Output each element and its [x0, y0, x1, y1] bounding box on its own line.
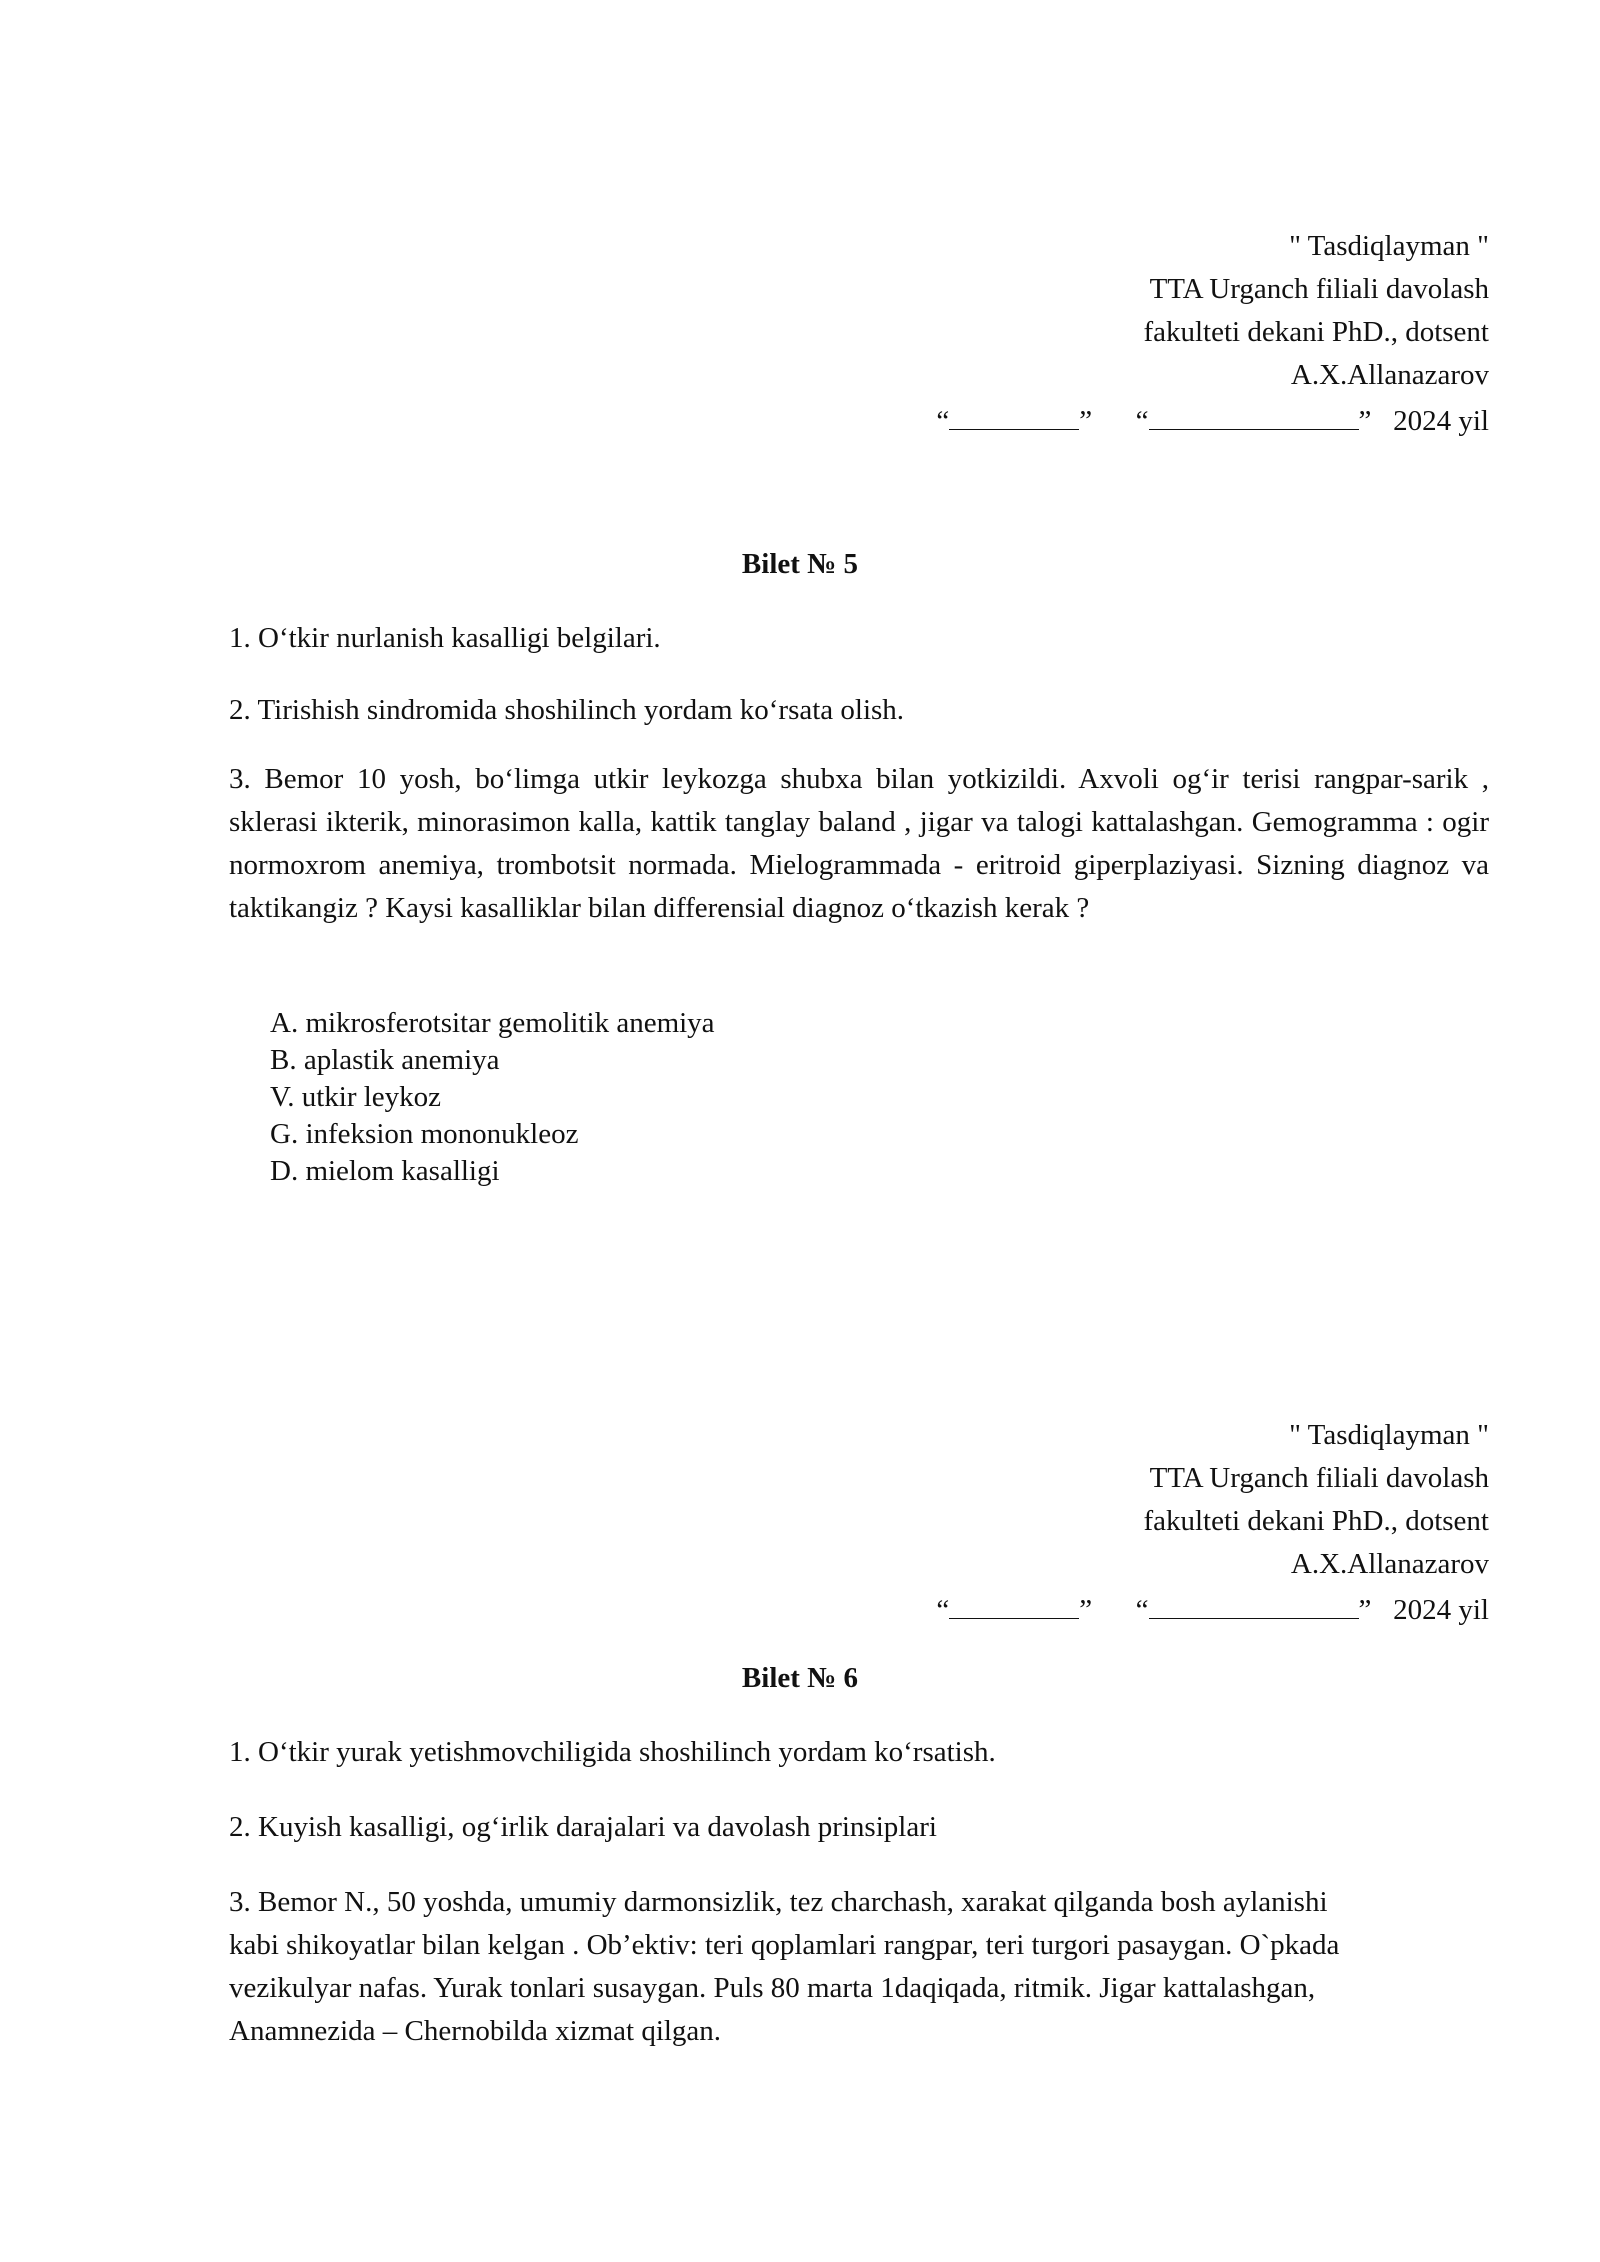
- option-v: V. utkir leykoz: [270, 1081, 442, 1113]
- approval-block-5: [936, 225, 1489, 440]
- option-a: A. mikrosferotsitar gemolitik anemiya: [270, 1007, 715, 1039]
- approval-heading: " Tasdiqlayman ": [1289, 1419, 1489, 1451]
- date-quote-close: ”: [1079, 1594, 1093, 1626]
- date-quote-close: ”: [1358, 1594, 1372, 1626]
- date-quote-close: ”: [1079, 405, 1093, 437]
- question-3-case: 3. Bemor 10 yosh, bo‘limga utkir leykozga shubxa bilan yotkizildi. Axvoli og‘ir terisi rangpar-sarik , sklerasi ikterik, minorasimon kalla, kattik tanglay baland , jigar va talogi kattalashgan. Gemogramma : ogir normoxrom anemiya, trombotsit normada. Mielogrammada - eritroid giperplaziyasi. Sizning diagnoz va taktikangiz ? Kaysi kasalliklar bilan differensial diagnoz o‘tkazish kerak ?: [229, 763, 1489, 924]
- date-quote-open: “: [936, 405, 950, 437]
- date-quote-close: ”: [1358, 405, 1372, 437]
- answer-options: [270, 1005, 715, 1190]
- case-line: 3. Bemor N., 50 yoshda, umumiy darmonsizlik, tez charchash, xarakat qilganda bosh aylanishi: [229, 1886, 1328, 1918]
- question-1: 1. O‘tkir yurak yetishmovchiligida shoshilinch yordam ko‘rsatish.: [229, 1736, 996, 1768]
- date-quote-open: “: [936, 1594, 950, 1626]
- case-line: Anamnezida – Chernobilda xizmat qilgan.: [229, 2015, 722, 2047]
- option-b: B. aplastik anemiya: [270, 1044, 500, 1076]
- case-line: kabi shikoyatlar bilan kelgan . Ob’ektiv: teri qoplamlari rangpar, teri turgori pasaygan. O`pkada: [229, 1929, 1340, 1961]
- question-2: 2. Kuyish kasalligi, og‘irlik darajalari va davolash prinsiplari: [229, 1811, 937, 1843]
- approval-block-6: [936, 1414, 1489, 1629]
- question-3-case: [229, 1881, 1489, 2053]
- question-2: 2. Tirishish sindromida shoshilinch yordam ko‘rsata olish.: [229, 694, 905, 726]
- year-label: 2024 yil: [1393, 1594, 1489, 1626]
- question-1: 1. O‘tkir nurlanish kasalligi belgilari.: [229, 622, 661, 654]
- month-blank: [1149, 1586, 1359, 1619]
- year-label: 2024 yil: [1393, 405, 1489, 437]
- date-quote-open: “: [1135, 1594, 1149, 1626]
- option-d: D. mielom kasalligi: [270, 1155, 500, 1187]
- approval-position: fakulteti dekani PhD., dotsent: [1143, 316, 1489, 348]
- ticket-title-5: Bilet № 5: [741, 548, 859, 580]
- day-blank: [949, 397, 1079, 430]
- day-blank: [949, 1586, 1079, 1619]
- approval-date-line: [936, 1586, 1489, 1629]
- approval-date-line: [936, 397, 1489, 440]
- approval-signatory: A.X.Allanazarov: [1290, 1548, 1489, 1580]
- approval-institution: TTA Urganch filiali davolash: [1149, 1462, 1489, 1494]
- case-line: vezikulyar nafas. Yurak tonlari susaygan. Puls 80 marta 1daqiqada, ritmik. Jigar kattalashgan,: [229, 1972, 1316, 2004]
- approval-signatory: A.X.Allanazarov: [1290, 359, 1489, 391]
- approval-position: fakulteti dekani PhD., dotsent: [1143, 1505, 1489, 1537]
- approval-heading: " Tasdiqlayman ": [1289, 230, 1489, 262]
- date-quote-open: “: [1135, 405, 1149, 437]
- approval-institution: TTA Urganch filiali davolash: [1149, 273, 1489, 305]
- option-g: G. infeksion mononukleoz: [270, 1118, 579, 1150]
- ticket-title-6: Bilet № 6: [741, 1662, 859, 1694]
- month-blank: [1149, 397, 1359, 430]
